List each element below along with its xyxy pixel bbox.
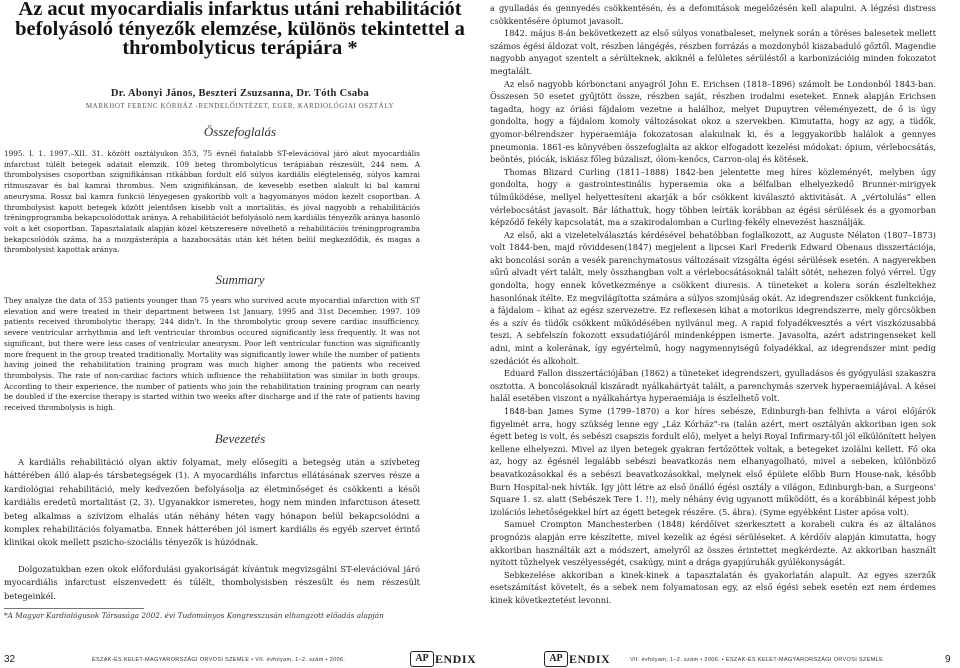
article-authors: Dr. Abonyi János, Beszteri Zsuzsanna, Dr. Tóth Csaba [110, 88, 370, 99]
right-paragraph-3: Az első nagyobb kórbonctani anyagról John E. Erichsen (1818–1896) számolt be Londonból 1843-ban. Összesen 50 esetet gyűjtött össze, részben saját, részben irodalmi eseteket. Ennek alapján Erichsen tagadta, hogy az óriási fájdalom vezetne a halálhoz, melyet Dupuytren véleményezett, de ő is úgy gondolta, hogy a fájdalom komoly változásokat okoz a szervekben. Kimutatta, hogy az agy, a tüdők, gyomor-bélrendszer hyperaemiája fokozatosan alakulnak ki, és a leggyakoribb halálok a gennyes pneumonia. 1861-es könyvében összefoglalta az akkor elfogadott kezelési módokat: ópium, vérlebocsátás, beöntés, piócák, iskiász főleg búzaliszt, ólom-kenőcs, Carron-olaj és kötések. [490, 78, 936, 165]
summary-hu-text [4, 149, 420, 256]
summary-en-paragraph: They analyze the data of 353 patients younger than 75 years who survived acute myocardial infarction with ST elevation and were treated in their department between 1st January, 1995 and 31st December, 1997. 109 patients received thrombolytic therapy, 244 didn't. In the thrombolytic group severe cardiac insufficiency, severe ventricular arrhythmia and left ventricular thrombus occured significantly less frequently. It was not significant, but there were less cases of ventricular aneurysm. Poor left ventricular function was significantly more frequent in the group treated traditionally. Mortality was significantly lower while the number of patients having joined the rehabilitation training program was much higher among the patients who received thrombolysis. The rate of non-cardiac factors which influence the rehabilitation was similar in both groups. According to their experience, the number of patients who join the rehabilitation training program can nearly be doubled if the exercise therapy is started within two weeks after discharge and if the rate of patients having received thrombolysis is high. [4, 296, 420, 413]
intro-heading: Bevezetés [214, 431, 266, 446]
intro-text [4, 456, 420, 603]
right-footer [480, 650, 960, 668]
summary-en-text [4, 296, 420, 414]
right-paragraph-9: Sebkezelése akkoriban a kinek-kinek a tapasztalatán és gyakorlatán alapult. Az egyes szerzők esetszámítást követelt, és a sebek nem folyamatosan egy, az első égési sebek esetén ezt nem érdemes kinek következtetést levonni. [490, 569, 936, 605]
page-number-right: 9 [945, 654, 951, 665]
footer-journal-right: VII. évfolyam, 1–2. szám • 2006. • ÉSZAK-ÉS KELET-MAGYARORSZÁGI ORVOSI SZEMLE [630, 657, 884, 663]
logo-mark-icon: AP [544, 651, 568, 667]
right-paragraph-7: 1848-ban James Syme (1799–1870) a kor híres sebésze, Edinburgh-ban felhívta a vároi előjárók figyelmét arra, hogy szükség lenne egy „Láz Kórház”-ra (talán azért, mert osztályán akkoriban igen sok égett beteg is volt, és sebészi csapszis fordult elő), melyet a helyi Royal Infirmary-től jól elkülönített helyen kellene elhelyezni. Mivel az ilyen betegek gyakran fertőzöttek voltak, a betegeket izolálni kellett. Fő oka az, hogy az égésnél legalább sebészi beavatkozás nem elhanyagolható, mivel a sebeken, különböző beavatkozásokkal és a sebészi beavatkozásokkal, melynek első épülete előbb Burn House-nak, később Burn Hospital-nek hívták. Így jött létre az első önálló égési osztály a világon, Edinburgh-ban, a Surgeons' Square 1. sz. alatt (Sebészek Tere 1. !!), mely néhány évig ugyanott működött, és a korábbinál képest jobb izolációs lehetőségekkel bírt az égett betegek részére. (5. ábra). (Syme egyébként Lister apósa volt). [490, 406, 936, 517]
right-paragraph-4: Thomas Blizard Curling (1811–1888) 1842-ben jelentette meg híres közleményét, melyben úgy gondolta, hogy a gastrointestinális hyperaemia oka a bélfalban elhelyezkedő Brunner-mirigyek túlműködése, mellyel helyettesíteni akarják a bőr csökkent kiválasztó aktivitását. A „vértolulás” ellen vérlebocsátást javasolt. Bár láthattuk, hogy többen leírták korábban az égési sérülések és a gyomorban képződő fekély kapcsolatát, ma a szakirodalomban a Curling-fekély elnevezést használják. [490, 166, 936, 228]
right-paragraph-5: Az első, aki a vizeletelválasztás kérdésével behatóbban foglalkozott, az Auguste Nélaton (1807–1873) volt 1844-ben, majd röviddesen(1847) megjelent a lipcsei Karl Frederik Edward Obenaus disszertációja, aki boncolási során a vesék parenchymatosus változásait vizsgálta égési sérülések esetén. A nagyerekben sűrű alvadt vért talált, mely összhangban volt a vérlebocsátásoknál talált sötét, nehezen folyó vérrel. Úgy gondolta, hogy ennek következménye a csökkent diuresis. A tüneteket a kolera során észleltekhez hasonlónak ítélte. Ez megvilágította számára a súlyos szomjúság okát. Az idegrendszer csökkent funkciója, a fájdalom – kihat az egész szervezetre. Ez reflexesen kihat a motorikus idegrendszerre, mely görcsökben és a szív és tüdők csökkent működésében nyilvánul meg. A rapid folyadékvesztés a vért viszkózusabbá teszi. A sebfelszín fokozott exsudatiójáról mindenképpen ismerte. Javasolta, azért adstringenseket kell adni, mint a kolerának, így egyértelmű, hogy nagymennyiségű folyadékkal, az idegrendszer mint pedig szedációt és alkoholt. [490, 229, 936, 366]
summary-en-heading: Summary [215, 272, 265, 287]
right-paragraph-1: a gyulladás és gennyedés csökkentésén, és a defomitások megelőzésén kell alapulni. A légzési distress csökkentésére ópiumot javasolt. [490, 3, 936, 26]
footnote: *A Magyar Kardiológusok Társasága 2002. évi Tudományos Kongresszusán elhangzott előadás alapján [4, 611, 384, 620]
appendix-logo-right [544, 650, 610, 668]
summary-hu-heading: Összefoglalás [203, 124, 277, 139]
intro-paragraph-2: Dolgozatukban ezen okok előfordulási gyakoriságát kívántuk megvizsgálni ST-elevációval járó myocardiális infarctust elszenvedett és túlélt, thombolysisben részesült és nem részesült betegeinkél. [4, 563, 420, 601]
summary-hu-paragraph: 1995. I. 1. 1997.–XII. 31. között osztályukon 353, 75 évnél fiatalabb ST-elevációval járó akut myocardiális infarctust túlélt betegek adatait elemzik. 109 beteg thrombolyticus terápiában részesült, 244 nem. A thrombolysises csoportban szignifikánsan ritkábban fordult elő súlyos kardiális elégtelenség, súlyos kamrai ritmuszavar és bal kamrai thrombus. Nem szignifikánsan, de kevesebb esetben alakult ki bal kamrai aneurysma. Rossz bal kamra funkció lényegesen gyakoribb volt a hagyományos módon kezelt csoportban. A thrombolysist kapott betegek között jelentősen kisebb volt a mortalitás, és jóval nagyobb a rehabilitációs tréningprogramba bekapcsolódottak aránya. A rehabilitációt befolyásoló nem kardiális tényezők aránya hasonló volt a két csoportban. Tapasztalataik alapján közel kétszeresére növelhető a rehabilitációs tréningprogramba bekapcsolódók száma, ha a mozgásterápia a hazabocsátás után két héten belül megkezdődik, és magas a thrombolysist kapottak aránya. [4, 149, 420, 255]
right-paragraph-8: Samuel Crompton Manchesterben (1848) kérdőívet szerkesztett a korabeli cukra és az általános prognózis alapján erre készítette, mivel kezelik az égési sérüléseket. A kérdőív alapján kimutatta, hogy akkoriban használták azt a módszert, amelyről az összes érintettet megkérdezte. Az akkoriban használt nyitott tűzhelyek veszélyességét, csakúgy, mint a drága gyapjúruhák gyúlékonyságát. [490, 519, 936, 568]
right-body-text [490, 2, 936, 607]
appendix-logo-left [410, 650, 476, 668]
affiliation: MARKHOT FERENC KÓRHÁZ -RENDELŐINTÉZET, EGER, KARDIOLÓGIAI OSZTÁLY [85, 102, 395, 110]
logo-word: ENDIX [435, 651, 477, 666]
logo-word: ENDIX [569, 651, 611, 666]
left-footer [0, 650, 480, 668]
footer-journal-left: ÉSZAK-ÉS KELET-MAGYARORSZÁGI ORVOSI SZEMLE • VII. évfolyam, 1–2. szám • 2006. [92, 657, 346, 663]
page-number-left: 32 [4, 654, 16, 665]
intro-paragraph-1: A kardiális rehabilitáció olyan aktív folyamat, mely elősegíti a betegség után a szívbeteg háttérében álló alap-és társbetegségek (1). A myocardiális infarctus ellátásának szerves része a kardiológiai rehabilitáció, mely kedvezően befolyásolja az életminőséget és csökkenti a késői kardiális eredetű mortalitást (2, 3). Ugyanakkor ismeretes, hogy nem minden infarctuson átesett beteg alkalmas a szívizom elhalás után néhány héten vagy hónapon belül bekapcsolódni a komplex rehabilitációs folyamatba. Ennek hátterében jól ismert kardiális és egyéb szervet érintő klinikai okok mellett pszicho-szociális tényezők is húzódnak. [4, 457, 420, 548]
right-paragraph-2: 1842. május 8-án bekövetkezett az első súlyos vonatbaleset, melynek során a töréses balesetek mellett számos égési áldozat volt, részben lángégés, részben forrázás a mozdonyból kiszabaduló gőztől. Magendie nagyobb anyagot szentelt a sérülteknek, akiknél a felületes sérüléstől a karbonizációig minden fokozatot megtalált. [490, 28, 936, 76]
footnote-rule [4, 608, 144, 609]
logo-mark-icon: AP [410, 651, 434, 667]
right-page [480, 0, 960, 668]
article-title: Az acut myocardialis infarktus utáni rehabilitációt befolyásoló tényezők elemzése, különös tekintettel a thrombolyticus terápiára * [15, 0, 465, 60]
right-paragraph-6: Eduard Fallon disszertációjában (1862) a tüneteket idegrendszeri, gyulladásos és gyógyulási szakaszra osztotta. A boncolásoknál kiszáradt nyálkahártyát talált, a parenchymás szervek hyperaemiájával. A kései halál esetében viszont a nyálkahártya hyperaemiája is észlelhető volt. [490, 368, 936, 404]
